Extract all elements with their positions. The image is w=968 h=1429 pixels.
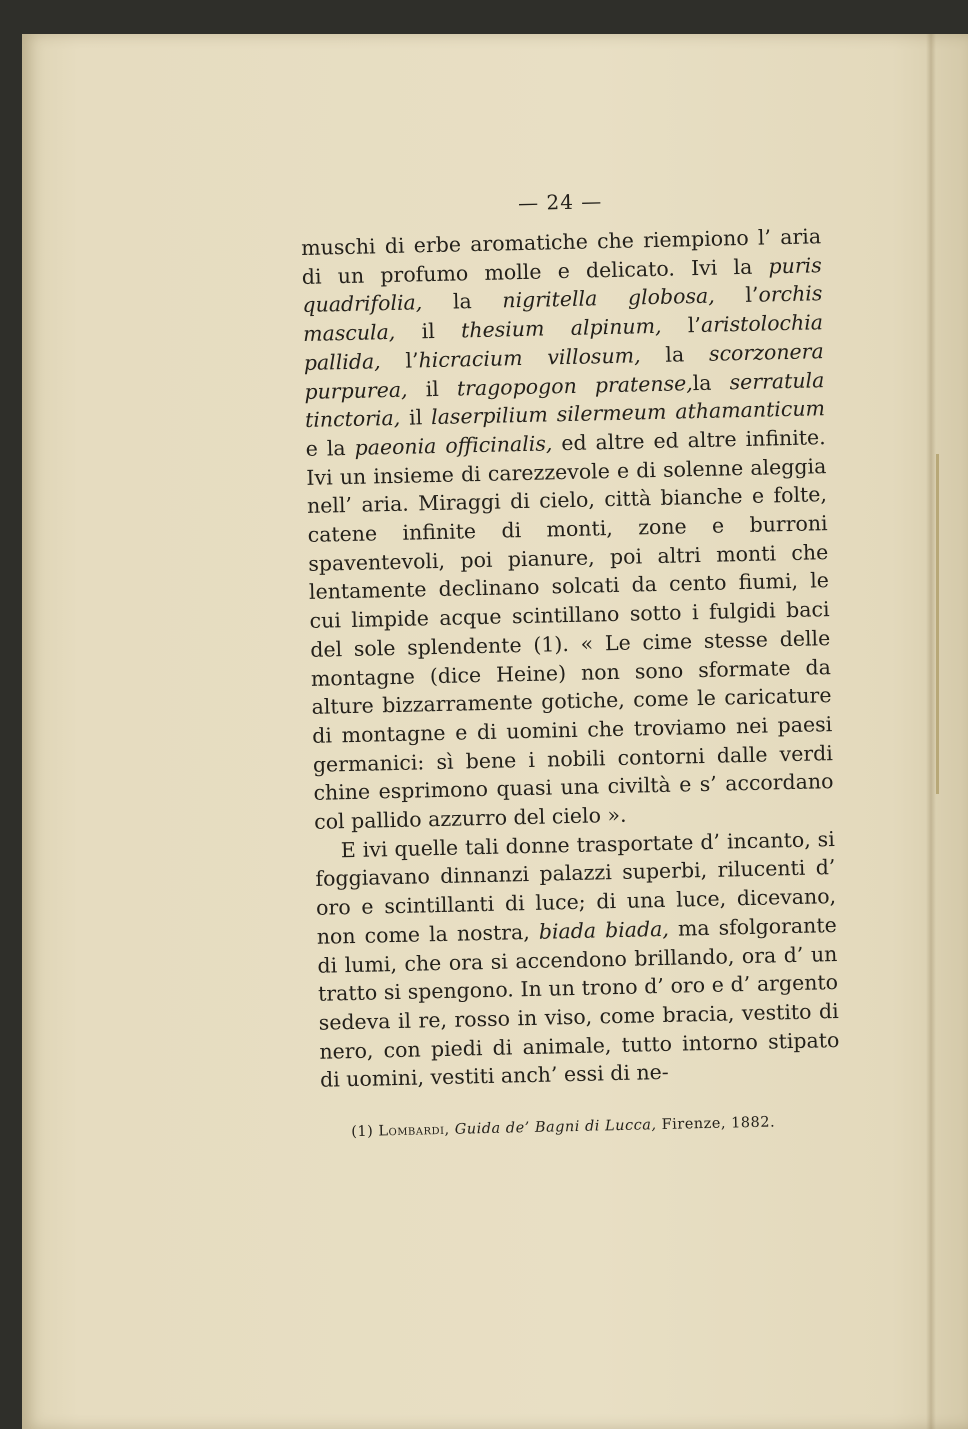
italic-run: tragopogon pratense,: [456, 370, 693, 401]
text-run: il: [395, 318, 462, 344]
italic-run: nigritella globosa,: [502, 284, 715, 313]
italic-run: orchis mascula,: [302, 281, 823, 347]
text-run: la: [640, 341, 710, 368]
text-run: E ivi quelle tali donne trasportate d’ incanto, si foggiavano dinnanzi palazzi superbi, rilucenti d’ oro e scintillanti di luce; di una luce, dicevano, non come la nostra,: [315, 826, 837, 949]
text-run: ed altre ed altre infinite. Ivi un insieme di carezzevole e di solenne aleggia nell’ aria. Miraggi di cielo, città bianche e folte, catene infinite di monti, zone e burroni spaventevoli, poi pianure, poi altri monti che lentamente declinano solcati da cento fiumi, le cui limpide acque scintillano sotto i fulgidi baci del sole splendente (1). « Le cime stesse delle montagne (dice Heine) non sono sformate da alture bizzarramente gotiche, come le caricature di montagne e di uomini che troviamo nei paesi germanici: sì bene i nobili contorni dalle verdi chine esprimono quasi una civiltà e s’ accordano col pallido azzurro del cielo ».: [306, 425, 834, 834]
paragraph-1: [301, 222, 835, 836]
paragraph-2: [315, 825, 841, 1095]
italic-run: aristolochia pallida,: [303, 310, 824, 375]
text-run: il: [407, 376, 458, 402]
italic-run: paeonia officinalis,: [354, 431, 553, 460]
italic-run: puris quadrifolia,: [302, 252, 822, 318]
text-run: e la: [305, 435, 355, 461]
text-block: [300, 184, 841, 1141]
page-fold-shadow: [926, 34, 936, 1429]
text-run: l’: [714, 283, 759, 309]
italic-run: laserpilium silermeum athamanticum: [430, 396, 826, 430]
italic-run: scorzonera purpurea,: [304, 338, 824, 404]
page-number: — 24 —: [517, 189, 603, 216]
text-run: il: [399, 405, 432, 430]
text-run: l’: [380, 348, 419, 374]
text-run: la: [421, 288, 503, 315]
italic-run: thesium alpinum,: [460, 313, 662, 343]
text-run: la: [692, 369, 730, 395]
text-run: ma sfolgorante di lumi, che ora si accendono brillando, ora d’ un tratto si spengono. In un trono d’ oro e d’ argento sedeva il re, rosso in viso, come bracia, vestito di nero, con piedi di animale, tutto intorno stipato di uomini, vestiti anch’ essi di ne-: [317, 912, 840, 1093]
italic-run: hicracium villosum,: [418, 343, 641, 373]
text-run: l’: [661, 313, 702, 338]
footnote-place-year: Firenze, 1882.: [661, 1114, 776, 1134]
italic-run: biada biada,: [538, 916, 670, 944]
footnote-marker: (1): [351, 1123, 374, 1141]
page-edge-mark: [936, 454, 939, 794]
text-run: muschi di erbe aromatiche che riempiono l’ aria di un profumo molle e delicato. Ivi la: [300, 224, 822, 289]
paragraph-indent: [315, 857, 341, 858]
footnote-author: Lombardi,: [378, 1121, 450, 1140]
italic-run: serratula tinctoria,: [304, 367, 825, 433]
footnote-title: Guida de’ Bagni di Lucca,: [454, 1117, 657, 1138]
